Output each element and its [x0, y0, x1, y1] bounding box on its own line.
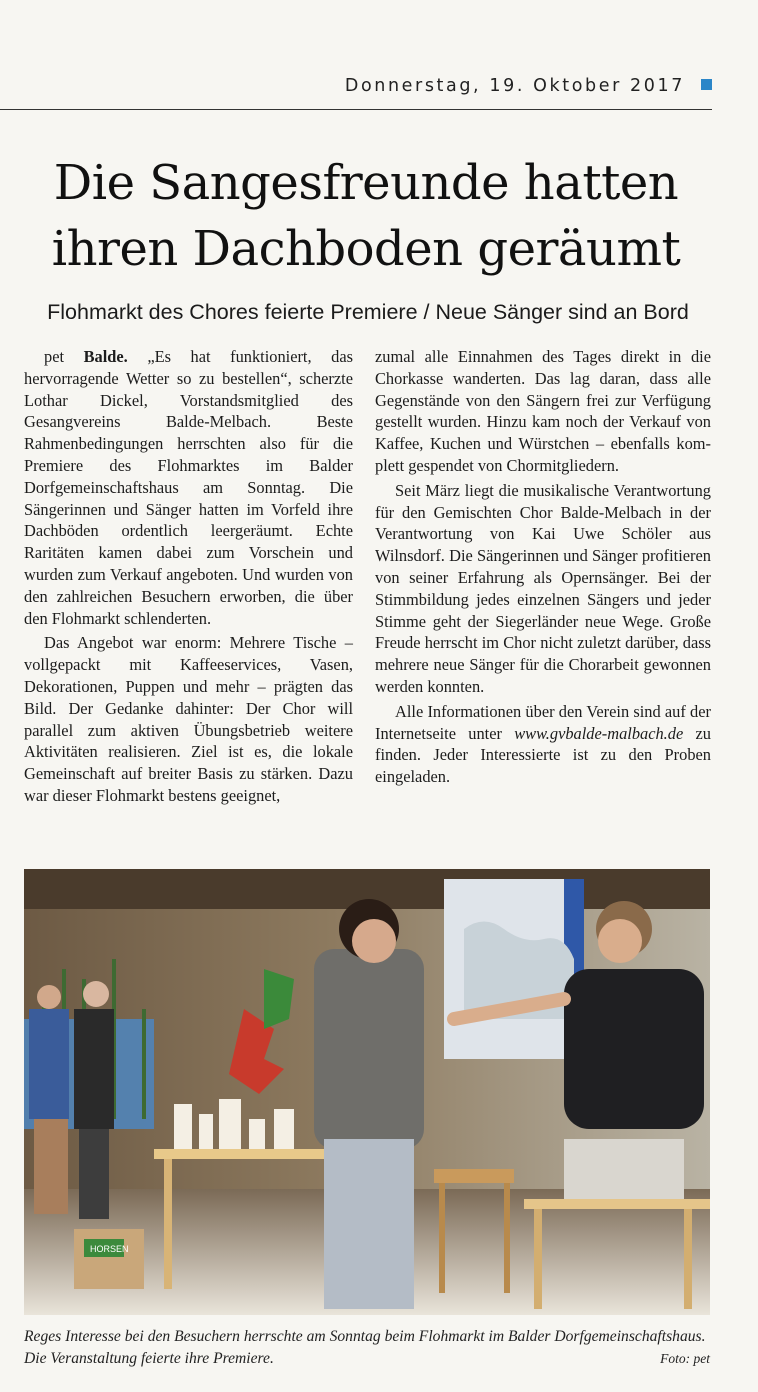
place-name: Balde. [83, 347, 128, 366]
paragraph: Seit März liegt die musikalische Verantwortung für den Gemischten Chor Balde-Melbach in der Verantwortung von Kai Uwe Schöler aus Wilnsdorf. Die Sängerinnen und Sänger profitieren von seiner Erfahrung als Opernsänger. Bei der Stimmbildung jedes einzelnen Sängers und jeder Stimme geht der Siegerländer neue Wege. Große Freude herrscht im Chor nicht zuletzt darüber, dass mehrere neue Sänger für die Chorarbeit gewonnen werden konnten. [375, 480, 711, 696]
article-column-right [375, 346, 711, 788]
headline-line-1: Die Sangesfreunde hatten [53, 155, 679, 211]
subheadline: Flohmarkt des Chores feierte Premiere / Neue Sänger sind an Bord [47, 300, 689, 324]
author-tag: pet [44, 347, 65, 366]
headline [10, 150, 722, 282]
header-rule [0, 109, 712, 110]
woman-grey-jacket [314, 949, 424, 1149]
paragraph-text: „Es hat funktioniert, das hervorragende Wetter so zu bestellen“, scherzte Lothar Dickel, Vorstandsmitglied des Gesangvereins Balde-Melbach. Beste Rahmenbedingungen herrschten also für die Premiere des Flohmarktes im Balder Dorfgemeinschaftshaus am Sonntag. Die Sängerinnen und Sänger hatten im Vorfeld ihre Dachböden ordentlich leergeräumt. Echte Raritäten kamen dabei zum Vorschein und wurden zum Verkauf angeboten. Und wurden von den zahlreichen Besuchern erworben, die über den Flohmarkt schlenderten. [24, 347, 353, 628]
visitor-dark-coat [74, 1009, 114, 1129]
box-label: HORSEN [90, 1244, 129, 1254]
sales-table-right [524, 1199, 710, 1209]
accent-square-icon [701, 79, 712, 90]
dateline-text: Donnerstag, 19. Oktober 2017 [344, 76, 685, 96]
paragraph [375, 701, 711, 788]
headline-line-2: ihren Dachboden geräumt [51, 221, 681, 277]
photo-credit: Foto: pet [660, 1351, 710, 1366]
article-column-left [24, 346, 353, 807]
paragraph-text: Alle Informationen über den Verein sind auf der Internetseite unter [375, 701, 711, 743]
paragraph: Das Angebot war enorm: Mehrere Tische – vollgepackt mit Kaffeeservices, Vasen, Dekorationen, Puppen und mehr – prägten das Bild. Der Gedanke dahinter: Der Chor will parallel zum aktiven Übungsbetrieb weitere Aktivitäten realisieren. Ziel ist es, die lokale Gemeinschaft auf breiter Basis zu stärken. Dazu war dieser Flohmarkt bestens geeignet, [24, 633, 353, 805]
woman-black-shirt [564, 969, 704, 1129]
cardboard-box [74, 1229, 144, 1289]
photo-caption [24, 1326, 714, 1370]
photo-scene [24, 869, 710, 1315]
paragraph-text: zu finden. Jeder Interessierte ist zu den Proben eingeladen. [375, 723, 712, 787]
dateline [0, 76, 712, 106]
article-photo [24, 869, 710, 1315]
visitor-blue-jacket [29, 1009, 69, 1119]
paragraph: zumal alle Einnahmen des Tages direkt in die Chorkasse wanderten. Das lag daran, dass alle Gegenstände von den Sängern frei zur Verfügung gestellt wurden. Hinzu kam noch der Verkauf von Kaffee, Kuchen und Würstchen – ebenfalls komplett gespendet von Chormitgliedern. [375, 347, 711, 475]
website-link[interactable]: www.gvbalde-malbach.de [514, 723, 684, 743]
paragraph [24, 346, 353, 629]
caption-text: Reges Interesse bei den Besuchern herrschte am Sonntag beim Flohmarkt im Balder Dorfgemeinschaftshaus. Die Veranstaltung feierte ihre Premiere. [24, 1328, 706, 1367]
